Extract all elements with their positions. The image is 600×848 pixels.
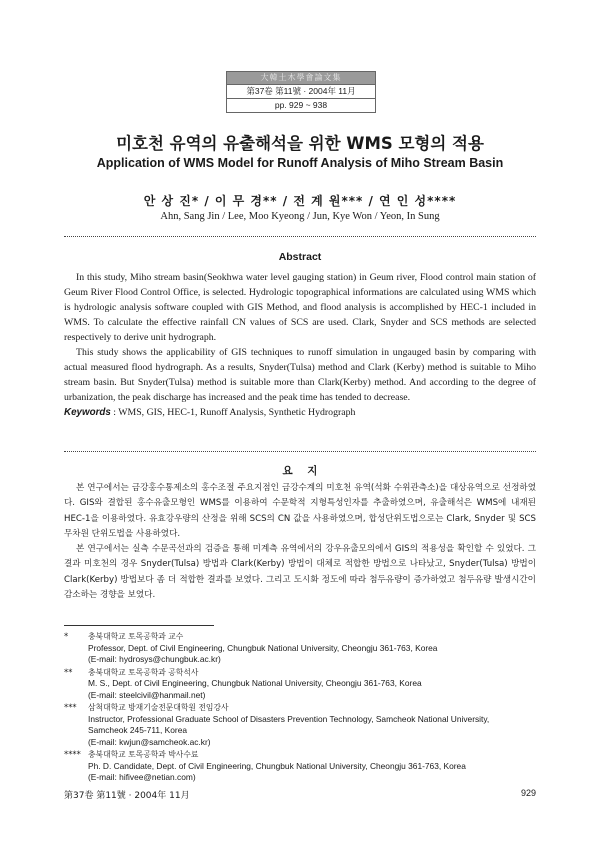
footnotes xyxy=(64,631,536,785)
authors-korean: 안 상 진* / 이 무 경** / 전 계 원*** / 연 인 성**** xyxy=(143,194,457,208)
paper-title-korean: 미호천 유역의 유출해석을 위한 WMS 모형의 적용 xyxy=(116,134,484,153)
footnote-email: (E-mail: steelcivil@hanmail.net) xyxy=(88,689,206,700)
footnote-mark: **** xyxy=(64,749,81,759)
footnote-item xyxy=(64,631,536,666)
summary-heading: 요 지 xyxy=(282,465,318,477)
page-number: 929 xyxy=(520,788,536,798)
footnote-en: M. S., Dept. of Civil Engineering, Chungbuk National University, Cheongju 361-763, Korea xyxy=(88,678,422,688)
journal-issue: 第37卷 第11號 · 2004年 11月 xyxy=(227,84,375,98)
footnote-mark: ** xyxy=(64,666,73,677)
summary-paragraph-1: 본 연구에서는 금강홍수통제소의 홍수조절 주요지점인 금강수계의 미호천 유역(석화 수위관측소)을 대상유역으로 선정하였다. GIS와 결합된 홍수유출모형인 WMS를 이용하여 수문학적 지형특성인자를 추출하였으며, 유출해석은 WMS에 내재된 HEC-1을 이용하였다. 유효강우량의 산정을 위해 SCS의 CN 값을 사용하였으며, 합성단위도법으로는 Clark, Snyder 및 SCS 무차원 단위도법을 사용하였다. xyxy=(64,483,536,539)
footnote-body xyxy=(88,749,466,784)
footnote-en: Instructor, Professional Graduate School of Disasters Prevention Technology, Samcheok National University, xyxy=(88,713,490,724)
summary-paragraph-2: 본 연구에서는 실측 수문곡선과의 검증을 통해 미계측 유역에서의 강우유출모의에서 GIS의 적용성을 확인할 수 있었다. 그 결과 미호천의 경우 Snyder(Tulsa) 방법과 Clark(Kerby) 방법이 대체로 적합한 방법으로 나타났고, Snyder(Tulsa) 방법이 Clark(Kerby) 방법보다 좀 더 적합한 결과를 보였다. 그리고 도시화 정도에 따라 첨두유량이 증가하였고 첨두유량 발생시간이 감소하는 경향을 보였다. xyxy=(64,544,536,601)
footnote-ko: 충북대학교 토목공학과 교수 xyxy=(88,632,184,641)
divider-top xyxy=(64,236,536,237)
footnote-email: (E-mail: hydrosys@chungbuk.ac.kr) xyxy=(88,654,221,664)
footnote-item xyxy=(64,667,536,702)
journal-pages: pp. 929 ~ 938 xyxy=(227,98,375,112)
footnote-body xyxy=(88,702,489,748)
footnote-ko: 충북대학교 토목공학과 박사수료 xyxy=(88,750,199,759)
footnote-email: (E-mail: hifivee@netian.com) xyxy=(88,772,196,782)
footer-issue: 第37卷 第11號 · 2004年 11月 xyxy=(64,791,190,801)
footnote-rule xyxy=(64,625,214,626)
keywords-text: : WMS, GIS, HEC-1, Runoff Analysis, Synthetic Hydrograph xyxy=(110,407,356,418)
divider-middle xyxy=(64,451,536,452)
footnote-item xyxy=(64,749,536,784)
keywords-label: Keywords xyxy=(64,407,111,418)
abstract-paragraph-1: In this study, Miho stream basin(Seokhwa water level gauging station) in Geum river, Flood control main station of Geum River Flood Control Office, is selected. Hydrologic topographical informations are calculated using WMS which is hydrologic analysis software coupled with GIS Method, and flood analysis is accomplished by HEC-1 included in WMS. To calculate the effective rainfall CN values of SCS are used. Clark, Snyder and SCS methods are selected respectively to derive unit hydrograph. xyxy=(64,272,536,343)
abstract-heading: Abstract xyxy=(278,251,322,263)
summary-body xyxy=(64,481,536,603)
paper-title-english: Application of WMS Model for Runoff Analysis of Miho Stream Basin xyxy=(96,156,504,170)
footnote-body xyxy=(88,667,422,702)
abstract-paragraph-2: This study shows the applicability of GIS techniques to runoff simulation in ungauged basin by comparing with actual measured flood hydrograph. As a results, Snyder(Tulsa) method and Clark (Kerby) method is suitable to Miho stream basin. But Snyder(Tulsa) method is suitable more than Clark(Kerby) method. And according to the degree of urbanization, the peak discharge has increased and the peak time has tended to decrease. xyxy=(64,347,536,403)
footnote-en: Professor, Dept. of Civil Engineering, Chungbuk National University, Cheongju 361-763, Korea xyxy=(88,642,438,653)
footnote-en: Ph. D. Candidate, Dept. of Civil Engineering, Chungbuk National University, Cheongju 361-763, Korea xyxy=(88,760,466,771)
footnote-mark: * xyxy=(64,631,69,641)
footnote-ko: 삼척대학교 방재기술전문대학원 전임강사 xyxy=(88,703,229,712)
footnote-body xyxy=(88,631,437,666)
footnote-ko: 충북대학교 토목공학과 공학석사 xyxy=(88,667,199,677)
authors-english: Ahn, Sang Jin / Lee, Moo Kyeong / Jun, Kye Won / Yeon, In Sung xyxy=(160,211,440,222)
footnote-item xyxy=(64,702,536,748)
keywords-line xyxy=(64,405,536,420)
footnote-en2: Samcheok 245-711, Korea xyxy=(88,725,188,735)
journal-banner: 大韓土木學會論文集 xyxy=(227,72,375,84)
footnote-email: (E-mail: kwjun@samcheok.ac.kr) xyxy=(88,736,211,747)
abstract-body xyxy=(64,270,536,420)
journal-info-box xyxy=(226,71,376,113)
footnote-mark: *** xyxy=(64,702,77,712)
